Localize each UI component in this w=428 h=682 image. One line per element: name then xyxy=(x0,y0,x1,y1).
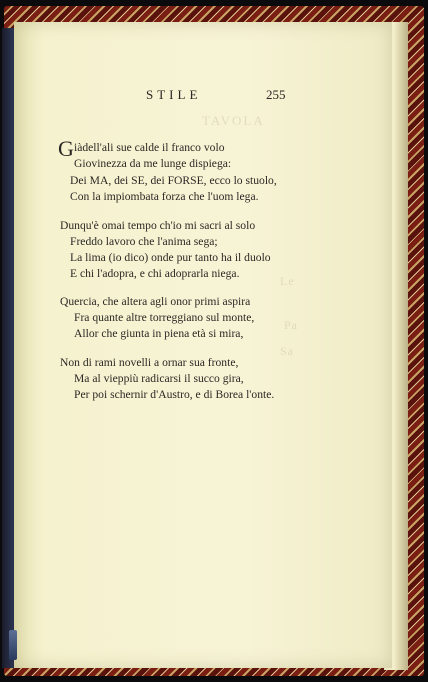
poem-line: Per poi schernir d'Austro, e di Borea l'onte. xyxy=(74,388,275,401)
poem-line: Dunqu'è omai tempo ch'io mi sacri al solo xyxy=(60,219,256,232)
poem-line: iàdell'ali sue calde il franco volo xyxy=(74,141,225,154)
running-title: STILE xyxy=(146,87,202,102)
clip-marker xyxy=(9,630,17,660)
poem-line: Quercia, che altera agli onor primi aspira xyxy=(60,295,251,308)
show-through-text: Le xyxy=(280,274,295,288)
show-through-text: Sa xyxy=(280,344,294,358)
page-header xyxy=(0,87,428,107)
poem-line: Freddo lavoro che l'anima sega; xyxy=(70,235,218,248)
poem-line: Fra quante altre torreggiano sul monte, xyxy=(74,311,255,324)
poem-line: La lima (io dico) onde pur tanto ha il duolo xyxy=(70,251,271,264)
show-through-text: Pa xyxy=(284,318,298,332)
poem-line: Giovinezza da me lunge dispiega: xyxy=(74,157,232,170)
poem-line: Non di rami novelli a ornar sua fronte, xyxy=(60,356,239,369)
poem-line: Dei MA, dei SE, dei FORSE, ecco lo stuolo, xyxy=(70,174,277,187)
page-number: 255 xyxy=(266,87,286,102)
poem-line: Con la impiombata forza che l'uom lega. xyxy=(70,190,259,203)
poem-line: Allor che giunta in piena età si mira, xyxy=(74,327,244,340)
show-through-text: TAVOLA xyxy=(202,113,265,128)
drop-cap: G xyxy=(58,136,74,161)
poem-line: Ma al vieppiù radicarsi il succo gira, xyxy=(74,372,244,385)
poem-line: E chi l'adopra, e chi adoprarla niega. xyxy=(70,267,240,280)
